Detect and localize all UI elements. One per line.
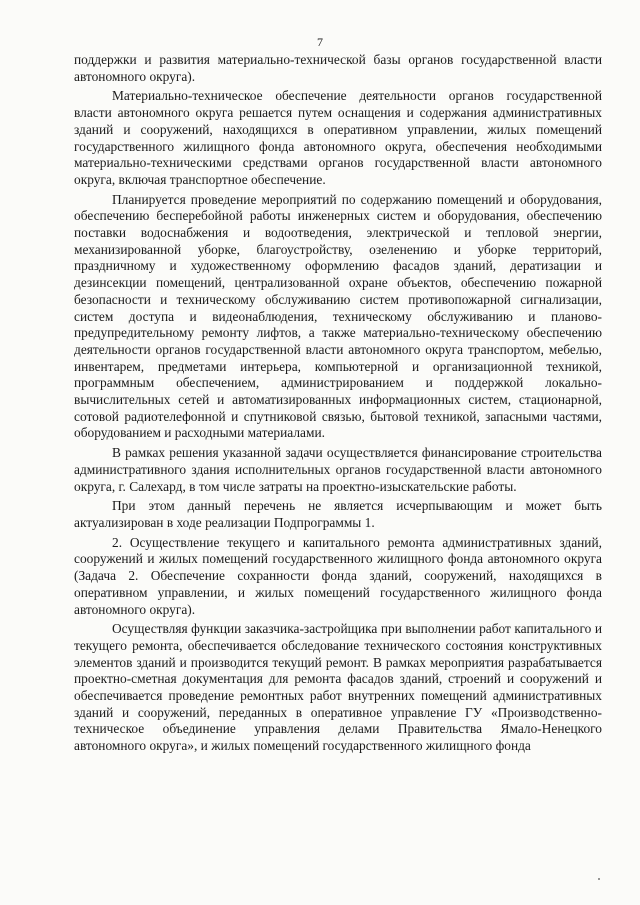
page-number: 7	[317, 35, 323, 49]
paragraph-continuation: поддержки и развития материально-технической базы органов государственной власти автономного округа).	[74, 52, 602, 84]
document-body	[74, 52, 602, 758]
paragraph-construction-financing: В рамках решения указанной задачи осуществляется финансирование строительства административного здания исполнительных органов государственной власти автономного округа, г. Салехард, в том числе затраты на проектно-изыскательские работы.	[74, 445, 602, 494]
paragraph-task-2: 2. Осуществление текущего и капитального ремонта административных зданий, сооружений и жилых помещений государственного жилищного фонда автономного округа (Задача 2. Обеспечение сохранности фонда зданий, сооружений, находящихся в оперативном управлении, и жилых помещений государственного жилищного фонда автономного округа).	[74, 534, 602, 617]
paragraph-list-not-exhaustive: При этом данный перечень не является исчерпывающим и может быть актуализирован в ходе реализации Подпрограммы 1.	[74, 498, 602, 530]
paragraph-customer-functions: Осуществляя функции заказчика-застройщика при выполнении работ капитального и текущего ремонта, обеспечивается обследование технического состояния конструктивных элементов зданий и производится текущий ремонт. В рамках мероприятия разрабатывается проектно-сметная документация для ремонта фасадов зданий, строений и сооружений и обеспечивается проведение ремонтных работ внутренних помещений административных зданий и сооружений, переданных в оперативное управление ГУ «Производственно-техническое объединение управления делами Правительства Ямало-Ненецкого автономного округа», и жилых помещений государственного жилищного фонда	[74, 621, 602, 754]
paragraph-planned-measures: Планируется проведение мероприятий по содержанию помещений и оборудования, обеспечению бесперебойной работы инженерных систем и оборудования, обеспечению поставки водоснабжения и водоотведения, электрической и тепловой энергии, механизированной уборке, благоустройству, озеленению и уборке территорий, праздничному и художественному оформлению фасадов зданий, дератизации и дезинсекции помещений, централизованной охране объектов, обеспечению пожарной безопасности и техническому обслуживанию систем противопожарной сигнализации, систем доступа и видеонаблюдения, техническому обслуживанию и планово-предупредительному ремонту лифтов, а также материально-техническому обеспечению деятельности органов государственной власти автономного округа транспортом, мебелью, инвентарем, предметами интерьера, компьютерной и организационной техникой, программным обеспечением, администрированием и поддержкой локально-вычислительных сетей и автоматизированных информационных систем, стационарной, сотовой радиотелефонной и спутниковой связью, бытовой техникой, запасными частями, оборудованием и расходными материалами.	[74, 191, 602, 441]
paragraph-material-support: Материально-техническое обеспечение деятельности органов государственной власти автономного округа решается путем оснащения и содержания административных зданий и сооружений, находящихся в оперативном управлении, жилых помещений государственного жилищного фонда автономного округа, обеспечения необходимыми материально-техническими средствами органов государственной власти автономного округа, включая транспортное обеспечение.	[74, 88, 602, 187]
scan-artifact	[598, 878, 600, 880]
